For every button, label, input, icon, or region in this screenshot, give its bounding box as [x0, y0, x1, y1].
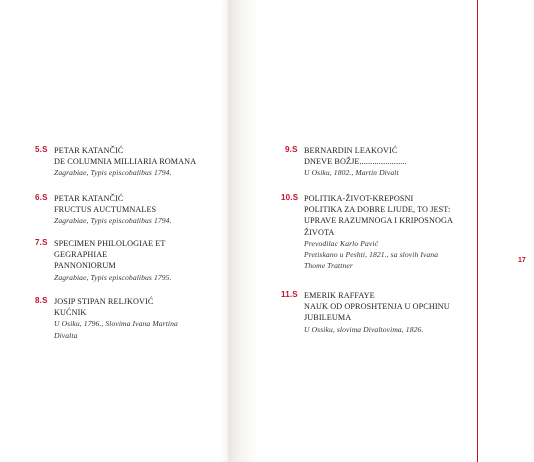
entry-imprint: Divalta — [54, 330, 78, 340]
entry-number: 7.S — [35, 238, 48, 247]
entry-title-line: POLITIKA-ŽIVOT-KREPOSNI — [304, 194, 414, 203]
entry-imprint: Thome Trattner — [304, 261, 353, 271]
entry-title-line: FRUCTUS AUCTUMNALES — [54, 205, 157, 215]
entry-title-line: EMERIK RAFFAYE — [304, 291, 375, 300]
entry-imprint: Zagrabiae, Typis episcobalibus 1794. — [54, 216, 172, 226]
entry-title-line: UPRAVE RAZUMNOGA I KRIPOSNOGA — [304, 216, 454, 226]
entry-title-line: SPECIMEN PHILOLOGIAE ET — [54, 239, 166, 248]
entry-title-line: BERNARDIN LEAKOVIĆ — [304, 146, 398, 155]
entry-number: 6.S — [35, 193, 48, 202]
entry-title-line: DE COLUMNIA MILLIARIA ROMANA — [54, 157, 197, 167]
entry-imprint: Prevodilac Karlo Pavić — [304, 238, 379, 248]
entry-number: 11.S — [281, 290, 298, 299]
entry-title-line: PANNONIORUM — [54, 261, 116, 271]
entry-title-line: ŽIVOTA — [304, 227, 335, 237]
entry-title-line: JOSIP STIPAN RELJKOVIĆ — [54, 297, 154, 306]
entry-imprint: Zagrabiae, Typis episcobalibus 1795. — [54, 272, 172, 282]
entry-number: 8.S — [35, 296, 48, 305]
entry-imprint: Zagrabiae, Typis episcobalibus 1794. — [54, 168, 172, 178]
entry-title-line: PETAR KATANČIĆ — [54, 194, 124, 203]
entry-title-line: POLITIKA ZA DOBRE LJUDE, TO JEST: — [304, 205, 451, 215]
entry-imprint: U Osiku, 1802., Martin Divalt — [304, 168, 399, 178]
page-number: 17 — [518, 257, 526, 264]
entry-title-line: JUBILEUMA — [304, 313, 352, 323]
entry-title-line: NAUK OD OPROSHTENJA U OPCHINU — [304, 302, 450, 312]
entry-number: 9.S — [285, 145, 298, 154]
entry-number: 10.S — [281, 193, 299, 202]
entry-title-line: PETAR KATANČIĆ — [54, 146, 124, 155]
entry-title-line: KUĆNIK — [54, 308, 87, 318]
entry-imprint: Pretiskano u Peshti, 1821., sa slovih Ivana — [304, 250, 439, 260]
entry-title-line: GEGRAPHIAE — [54, 250, 108, 260]
entry-imprint: U Osiku, 1796., Slovima Ivana Martina — [54, 319, 178, 329]
book-gutter — [228, 0, 258, 462]
entry-title-line: DNEVE BOŽJE...................... — [304, 157, 407, 167]
entry-imprint: U Ossiku, slovima Divaltovima, 1826. — [304, 324, 424, 334]
left-page — [0, 0, 228, 462]
entry-number: 5.S — [35, 145, 48, 154]
